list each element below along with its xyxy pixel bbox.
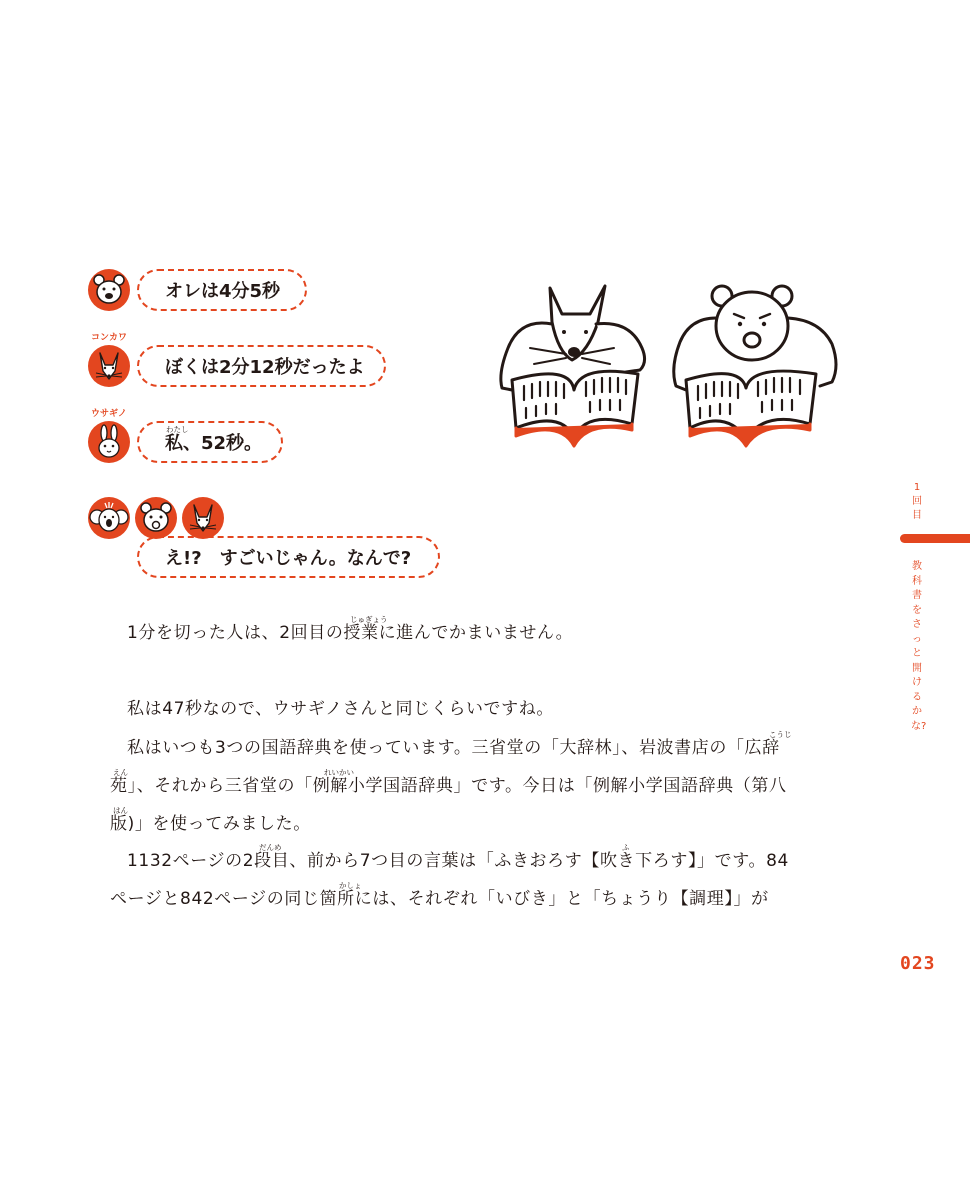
paragraph-4-line-2: ページと842ページの同じ箇所には、それぞれ「いびき」と「ちょうり【調理】」が bbox=[110, 889, 769, 909]
lesson-indicator bbox=[909, 481, 925, 523]
paragraph-2: 私は47秒なので、ウサギノさんと同じくらいですね。 bbox=[127, 699, 554, 719]
rabbit-face-icon bbox=[88, 421, 130, 463]
dialogue-text: ぼくは2分12秒だったよ bbox=[165, 357, 365, 378]
characters-reading-dictionaries-illustration bbox=[490, 278, 850, 453]
bear-face-icon bbox=[88, 269, 130, 311]
ruby-kasho: かしょ bbox=[339, 881, 362, 890]
sidebar-accent-bar bbox=[900, 534, 970, 543]
dialogue-text: え!? すごいじゃん。なんで? bbox=[165, 548, 412, 569]
dialogue-text: オレは4分5秒 bbox=[165, 281, 281, 302]
fox-reading-illustration bbox=[501, 286, 645, 446]
fox-face-icon bbox=[88, 345, 130, 387]
lesson-number: 1 bbox=[913, 482, 921, 493]
dialogue-text: 私、52秒。 bbox=[165, 433, 263, 454]
ruby-danme: だんめ bbox=[259, 843, 282, 852]
speaker-name-rabbit: ウサギノ bbox=[91, 409, 127, 419]
paragraph-3-line-1: 私はいつも3つの国語辞典を使っています。三省堂の「大辞林」、岩波書店の「広辞 bbox=[127, 738, 780, 758]
koala-face-icon bbox=[88, 497, 130, 539]
paragraph-3-line-3: 版)」を使ってみました。 bbox=[110, 814, 311, 834]
bear-reading-illustration bbox=[674, 286, 836, 446]
speech-bubble-fox bbox=[137, 345, 386, 387]
ruby-kouji: こうじ bbox=[769, 730, 792, 739]
bear-face-icon bbox=[135, 497, 177, 539]
speech-bubble-rabbit bbox=[137, 421, 283, 463]
chapter-title-vertical: 教科書をさっと開けるかな? bbox=[911, 561, 927, 732]
fox-face-icon bbox=[182, 497, 224, 539]
ruby-watashi: わたし bbox=[166, 425, 189, 434]
ruby-han: はん bbox=[113, 806, 128, 815]
speaker-name-fox: コンカワ bbox=[91, 333, 128, 343]
page-number: 023 bbox=[900, 953, 936, 974]
speech-bubble-bear bbox=[137, 269, 307, 311]
lesson-label: 回目 bbox=[912, 496, 922, 521]
paragraph-4-line-1: 1132ページの2段目、前から7つ目の言葉は「ふきおろす【吹き下ろす】」です。84 bbox=[127, 851, 789, 871]
ruby-fu: ふ bbox=[622, 843, 630, 852]
ruby-en: えん bbox=[113, 768, 128, 777]
ruby-reikai: れいかい bbox=[324, 768, 354, 777]
paragraph-3-line-2: 苑」、それから三省堂の「例解小学国語辞典」です。今日は「例解小学国語辞典（第八 bbox=[110, 776, 787, 796]
paragraph-1: 1分を切った人は、2回目の授業に進んでかまいません。 bbox=[127, 623, 574, 643]
speech-bubble-group bbox=[137, 536, 440, 578]
ruby-jugyou: じゅぎょう bbox=[350, 615, 388, 624]
